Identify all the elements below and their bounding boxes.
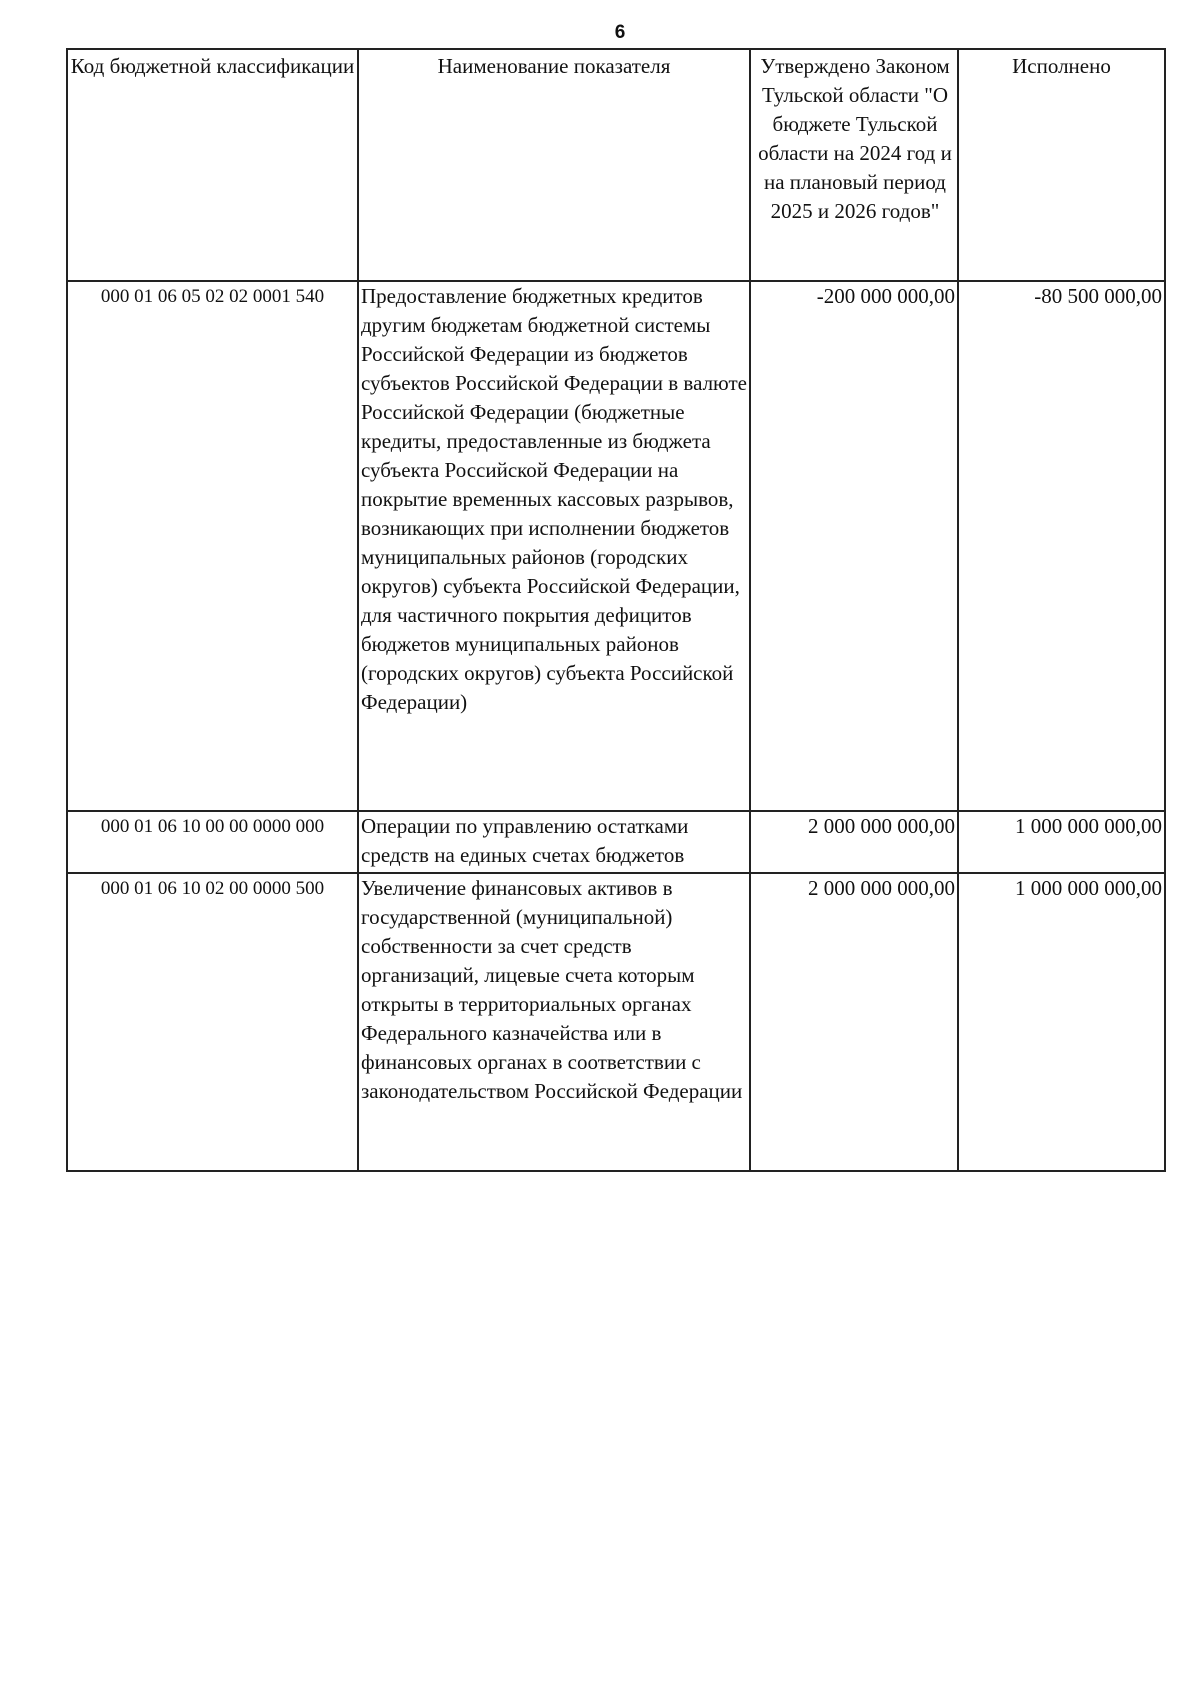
header-executed: Исполнено [958, 49, 1165, 281]
page-number: 6 [614, 22, 626, 43]
header-code: Код бюджетной классификации [67, 49, 358, 281]
row-approved-amount: 2 000 000 000,00 [750, 873, 958, 1171]
row-name: Предоставление бюджетных кредитов другим бюджетам бюджетной системы Российской Федерации из бюджетов субъектов Российской Федерации в валюте Российской Федерации (бюджетные кредиты, предоставленные из бюджета субъекта Российской Федерации на покрытие временных кассовых разрывов, возникающих при исполнении бюджетов муниципальных районов (городских округов) субъекта Российской Федерации, для частичного покрытия дефицитов бюджетов муниципальных районов (городских округов) субъекта Российской Федерации) [358, 281, 750, 811]
row-name: Операции по управлению остатками средств на единых счетах бюджетов [358, 811, 750, 873]
row-approved-amount: 2 000 000 000,00 [750, 811, 958, 873]
row-code: 000 01 06 10 02 00 0000 500 [67, 873, 358, 1171]
row-approved-amount: -200 000 000,00 [750, 281, 958, 811]
header-name: Наименование показателя [358, 49, 750, 281]
header-approved: Утверждено Законом Тульской области "О бюджете Тульской области на 2024 год и на плановый период 2025 и 2026 годов" [750, 49, 958, 281]
row-code: 000 01 06 05 02 02 0001 540 [67, 281, 358, 811]
table-row [67, 811, 1165, 873]
row-executed-amount: -80 500 000,00 [958, 281, 1165, 811]
row-name: Увеличение финансовых активов в государственной (муниципальной) собственности за счет средств организаций, лицевые счета которым открыты в территориальных органах Федерального казначейства или в финансовых органах в соответствии с законодательством Российской Федерации [358, 873, 750, 1171]
table-header-row [67, 49, 1165, 281]
row-executed-amount: 1 000 000 000,00 [958, 811, 1165, 873]
budget-table [66, 48, 1166, 1172]
table-row [67, 873, 1165, 1171]
row-executed-amount: 1 000 000 000,00 [958, 873, 1165, 1171]
table-row [67, 281, 1165, 811]
row-code: 000 01 06 10 00 00 0000 000 [67, 811, 358, 873]
